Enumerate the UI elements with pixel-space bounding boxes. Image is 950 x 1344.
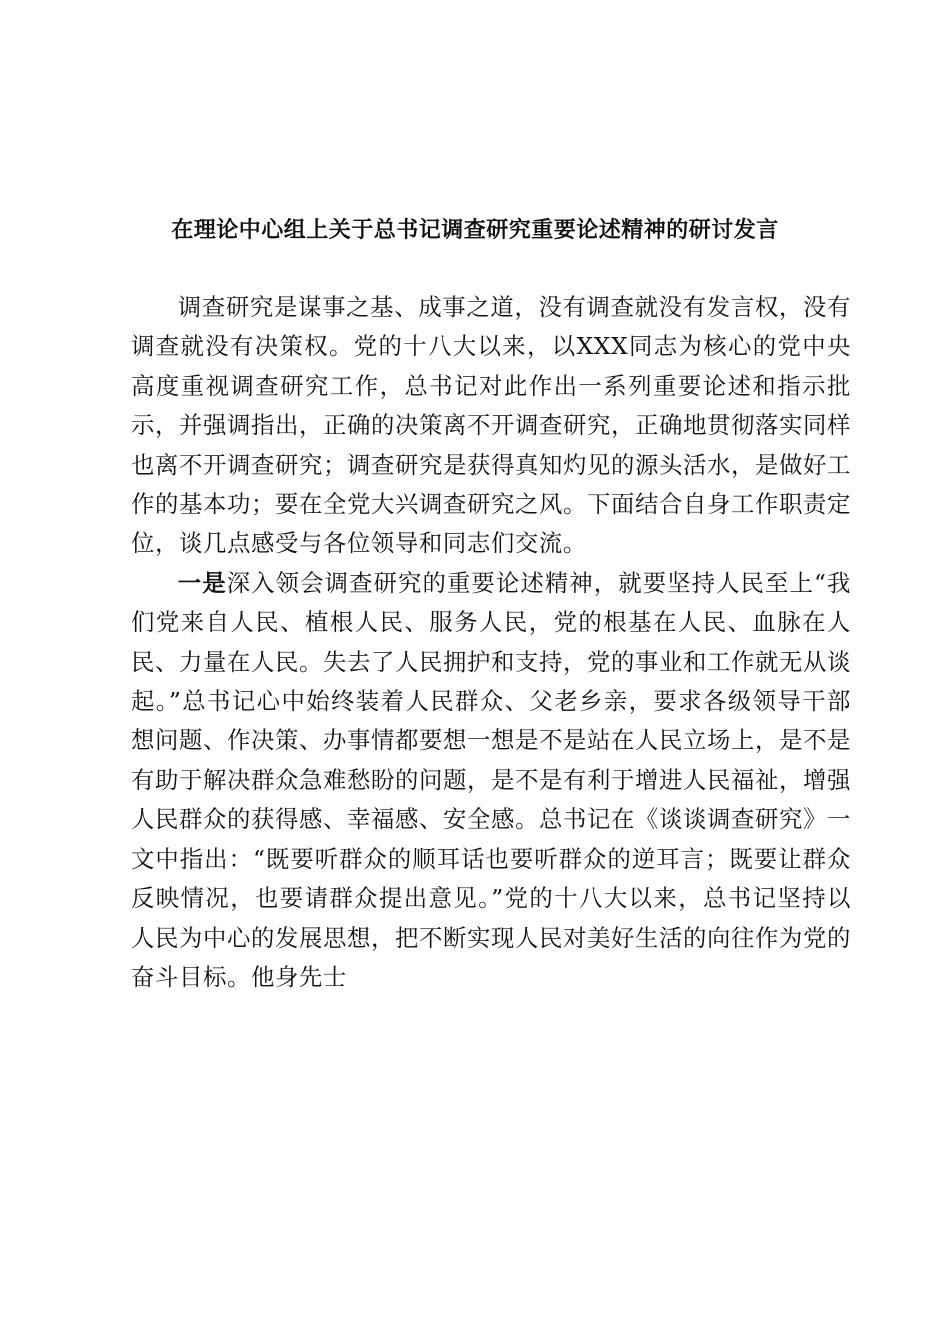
paragraph-point-one	[131, 564, 851, 997]
document-title: 在理论中心组上关于总书记调查研究重要论述精神的研讨发言	[171, 217, 779, 243]
document-body	[131, 288, 851, 997]
paragraph-intro	[131, 288, 851, 564]
paragraph-point-one-lead: 一是	[177, 568, 227, 597]
paragraph-point-one-text: 深入领会调查研究的重要论述精神，就要坚持人民至上“我们党来自人民、植根人民、服务人民，党的根基在人民、血脉在人民、力量在人民。失去了人民拥护和支持，党的事业和工作就无从谈起。”总书记心中始终装着人民群众、父老乡亲，要求各级领导干部想问题、作决策、办事情都要想一想是不是站在人民立场上，是不是有助于解决群众急难愁盼的问题，是不是有利于增进人民福祉，增强人民群众的获得感、幸福感、安全感。总书记在《谈谈调查研究》一文中指出：“既要听群众的顺耳话也要听群众的逆耳言；既要让群众反映情况，也要请群众提出意见。”党的十八大以来，总书记坚持以人民为中心的发展思想，把不断实现人民对美好生活的向往作为党的奋斗目标。他身先士	[131, 568, 851, 991]
paragraph-intro-text: 调查研究是谋事之基、成事之道，没有调查就没有发言权，没有调查就没有决策权。党的十八大以来，以XXX同志为核心的党中央高度重视调查研究工作，总书记对此作出一系列重要论述和指示批示，并强调指出，正确的决策离不开调查研究，正确地贯彻落实同样也离不开调查研究；调查研究是获得真知灼见的源头活水，是做好工作的基本功；要在全党大兴调查研究之风。下面结合自身工作职责定位，谈几点感受与各位领导和同志们交流。	[131, 293, 851, 558]
